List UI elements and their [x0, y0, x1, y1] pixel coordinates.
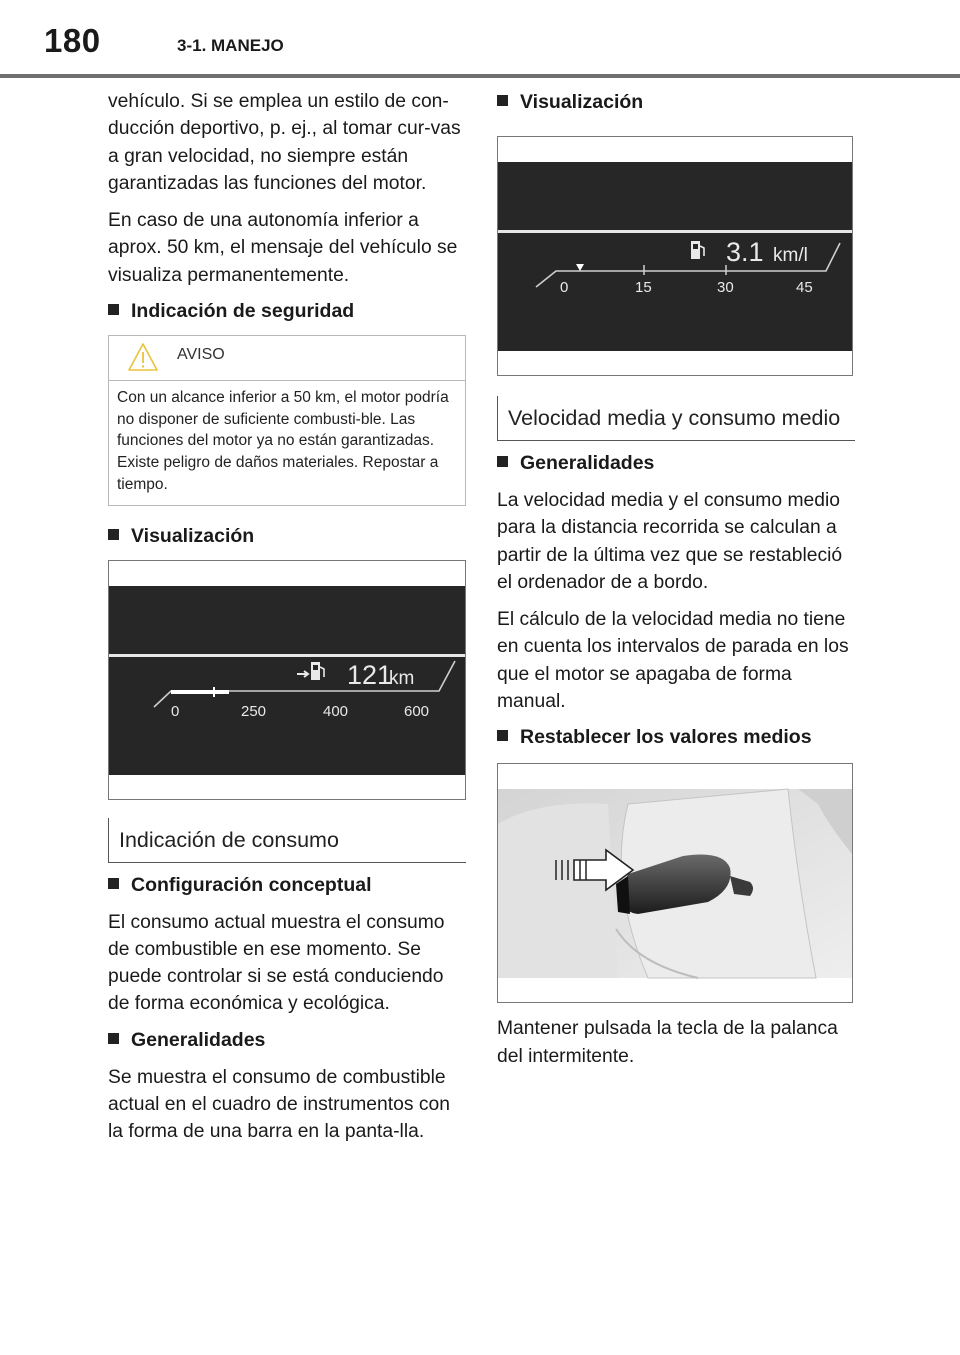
- range-unit: km: [389, 667, 415, 689]
- intro-paragraph-1: vehículo. Si se emplea un estilo de con-ducción deportivo, p. ej., al tomar cur-vas a gran velocidad, no siempre están garantizadas las funciones del motor.: [108, 91, 461, 194]
- bullet-icon: [497, 730, 508, 741]
- general-paragraph-left: Se muestra el consumo de combustible actual en el cuadro de instrumentos con la forma de una barra en la panta-lla.: [108, 1066, 450, 1143]
- consumption-value: 3.1: [726, 237, 764, 267]
- safety-heading: [108, 299, 466, 323]
- range-display-figure: [108, 560, 466, 800]
- right-column: [497, 88, 855, 1080]
- concept-heading: [108, 873, 466, 897]
- intro-paragraph-2: En caso de una autonomía inferior a aprox. 50 km, el mensaje del vehículo se visualiza permanentemente.: [108, 210, 458, 286]
- display-heading-right-label: Visualización: [520, 91, 644, 113]
- safety-heading-label: Indicación de seguridad: [131, 300, 355, 323]
- concept-paragraph: El consumo actual muestra el consumo de combustible en ese momento. Se puede controlar si se está conduciendo de forma económica y ecológica.: [108, 911, 445, 1015]
- fuel-pump-icon: [297, 662, 324, 680]
- bullet-icon: [108, 529, 119, 540]
- general-paragraph-right-2: El cálculo de la velocidad media no tiene en cuenta los intervalos de parada en los que el motor se apagaba de forma manual.: [497, 609, 849, 713]
- gauge-pointer: [576, 264, 584, 271]
- consumption-gauge: [498, 137, 852, 375]
- consumption-tick-1: 15: [635, 279, 652, 296]
- range-gauge: [109, 561, 465, 799]
- warning-text: Con un alcance inferior a 50 km, el motor podría no disponer de suficiente combusti-ble. Las funciones del motor ya no están garantizadas. Existe peligro de daños materiales. Repostar a tiempo.: [117, 389, 449, 493]
- concept-heading-label: Configuración conceptual: [131, 873, 372, 896]
- range-tick-3: 600: [404, 702, 430, 720]
- general-paragraph-right-1: La velocidad media y el consumo medio para la distancia recorrida se calculan a partir de la última vez que se restableció el ordenador de a bordo.: [497, 490, 843, 593]
- lever-illustration: [498, 764, 852, 1002]
- consumption-tick-0: 0: [560, 279, 569, 296]
- consumption-unit: km/l: [773, 245, 808, 266]
- page-number: 180: [44, 22, 101, 59]
- bullet-icon: [108, 878, 119, 889]
- consumption-tick-3: 45: [796, 279, 813, 296]
- warning-triangle-icon: [127, 342, 159, 372]
- general-heading-right: [497, 451, 855, 475]
- section-title-average: Velocidad media y consumo medio: [497, 396, 855, 441]
- left-column: [108, 88, 466, 1156]
- range-value: 121: [347, 659, 393, 690]
- reset-heading-label: Restablecer los valores medios: [520, 726, 812, 749]
- reset-paragraph: Mantener pulsada la tecla de la palanca del intermitente.: [497, 1018, 838, 1067]
- display-heading-left-label: Visualización: [131, 524, 255, 547]
- bullet-icon: [108, 304, 119, 315]
- general-heading-left-label: Generalidades: [131, 1028, 266, 1051]
- range-tick-1: 250: [241, 702, 267, 720]
- warning-title: AVISO: [177, 346, 225, 364]
- consumption-display-figure: [497, 136, 853, 376]
- consumption-tick-2: 30: [717, 279, 734, 296]
- turn-signal-lever-figure: [497, 763, 853, 1003]
- range-tick-2: 400: [323, 702, 349, 720]
- chapter-title: 3-1. MANEJO: [177, 36, 284, 55]
- general-heading-right-label: Generalidades: [520, 452, 655, 474]
- reset-heading: [497, 725, 855, 749]
- bullet-icon: [108, 1033, 119, 1044]
- range-tick-0: 0: [171, 702, 180, 720]
- display-heading-left: [108, 524, 466, 548]
- general-heading-left: [108, 1028, 466, 1052]
- display-heading-right: [497, 90, 855, 114]
- header-rule: [0, 74, 960, 78]
- warning-header: [109, 336, 465, 381]
- fuel-pump-icon: [691, 241, 704, 259]
- bullet-icon: [497, 95, 508, 106]
- bullet-icon: [497, 456, 508, 467]
- section-title-consumption: Indicación de consumo: [108, 818, 466, 863]
- warning-box: [108, 335, 466, 506]
